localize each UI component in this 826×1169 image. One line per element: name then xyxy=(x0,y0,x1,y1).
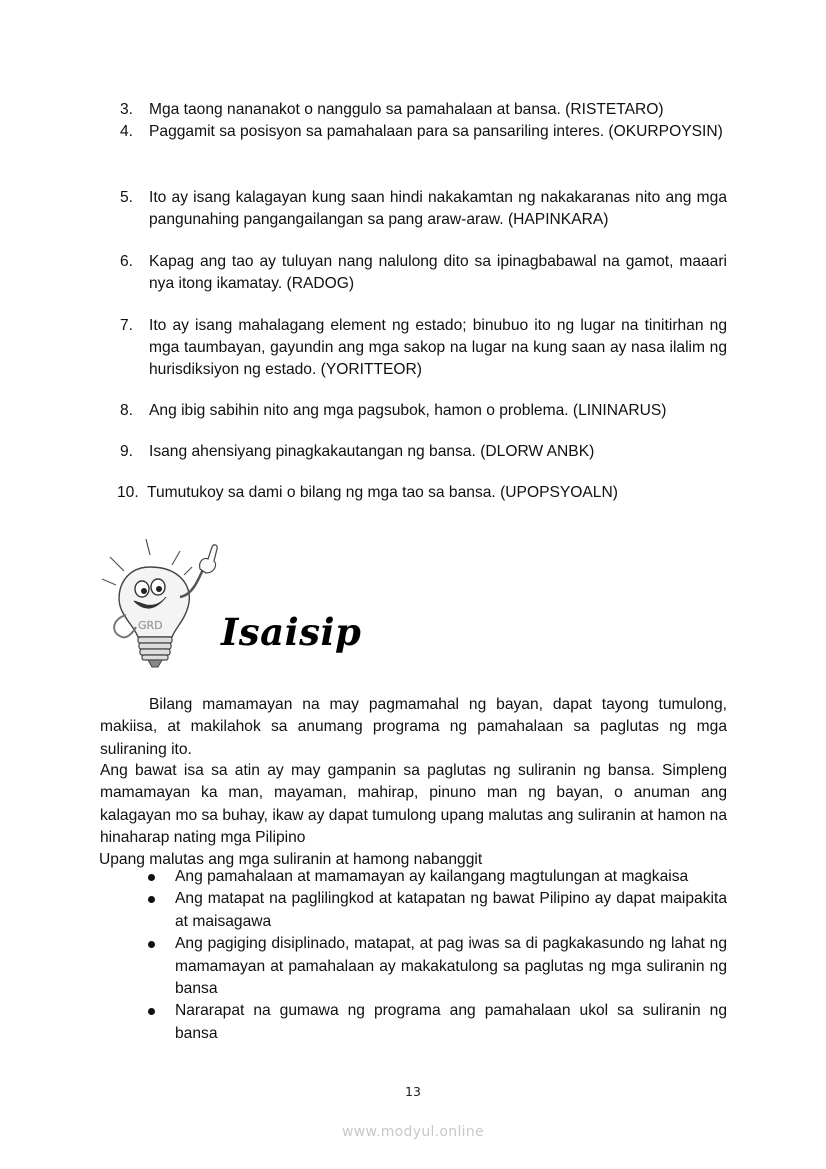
question-item xyxy=(120,99,727,121)
svg-text:GRD: GRD xyxy=(138,619,163,632)
question-item xyxy=(120,400,727,422)
watermark: www.modyul.online xyxy=(342,1124,484,1140)
bullet-list xyxy=(148,866,727,1045)
question-text: Kapag ang tao ay tuluyan nang nalulong dito sa ipinagbabawal na gamot, maaari nya itong ikamatay. (RADOG) xyxy=(149,253,727,292)
bullet-text: Ang matapat na paglilingkod at katapatan ng bawat Pilipino ay dapat maipakita at maisagawa xyxy=(175,890,727,930)
question-text: Isang ahensiyang pinagkakautangan ng bansa. (DLORW ANBK) xyxy=(149,443,595,460)
bullet-icon xyxy=(148,896,155,903)
bullet-item xyxy=(148,888,727,933)
question-item xyxy=(120,251,727,295)
question-number: 4. xyxy=(120,123,134,140)
bullet-item xyxy=(148,866,727,888)
question-item xyxy=(120,315,727,381)
question-number: 3. xyxy=(120,101,134,118)
bullet-item xyxy=(148,1000,727,1045)
section-title: Isaisip xyxy=(221,610,362,654)
bullet-text: Ang pamahalaan at mamamayan ay kailangang magtulungan at magkaisa xyxy=(175,868,689,885)
question-number: 5. xyxy=(120,189,134,206)
question-text: Tumutukoy sa dami o bilang ng mga tao sa bansa. (UPOPSYOALN) xyxy=(147,484,618,501)
bullet-icon xyxy=(148,1008,155,1015)
list-lead-in: Upang malutas ang mga suliranin at hamong nabanggit xyxy=(99,851,483,868)
question-text: Ito ay isang mahalagang element ng estado; binubuo ito ng lugar na tinitirhan ng mga taumbayan, gayundin ang mga sakop na lugar na kung saan ay nasa ilalim ng hurisdiksiyon ng estado. (YORITTEOR) xyxy=(149,317,727,378)
question-number: 10. xyxy=(117,484,139,501)
question-item xyxy=(120,441,727,463)
question-number: 9. xyxy=(120,443,134,460)
bullet-icon xyxy=(148,874,155,881)
intro-paragraph: Bilang mamamayan na may pagmamahal ng bayan, dapat tayong tumulong, makiisa, at makilahok sa anumang programa ng pamahalaan sa paglutas ng mga suliraning ito. xyxy=(100,696,727,758)
question-text: Mga taong nananakot o nanggulo sa pamahalaan at bansa. (RISTETARO) xyxy=(149,101,664,118)
question-text: Ito ay isang kalagayan kung saan hindi nakakamtan ng nakakaranas nito ang mga pangunahing pangangailangan sa pang araw-araw. (HAPINKARA) xyxy=(149,189,727,228)
bullet-icon xyxy=(148,941,155,948)
lightbulb-mascot-icon xyxy=(100,537,228,675)
question-text: Paggamit sa posisyon sa pamahalaan para sa pansariling interes. (OKURPOYSIN) xyxy=(149,123,723,140)
page-number: 13 xyxy=(405,1084,421,1099)
bullet-text: Ang pagiging disiplinado, matapat, at pag iwas sa di pagkakasundo ng lahat ng mamamayan at pamahalaan ay makakatulong sa paglutas ng mga suliranin ng bansa xyxy=(175,935,727,998)
question-number: 6. xyxy=(120,253,134,270)
body-paragraph: Ang bawat isa sa atin ay may gampanin sa paglutas ng suliranin ng bansa. Simpleng mamamayan ka man, mayaman, mahirap, pinuno man ng bayan, o anuman ang kalagayan mo sa buhay, ikaw ay dapat tumulong upang malutas ang suliranin at hamon na hinaharap nating mga Pilipino xyxy=(100,762,727,847)
question-item xyxy=(120,187,727,231)
question-item xyxy=(117,482,727,504)
question-text: Ang ibig sabihin nito ang mga pagsubok, hamon o problema. (LININARUS) xyxy=(149,402,667,419)
bullet-text: Nararapat na gumawa ng programa ang pamahalaan ukol sa suliranin ng bansa xyxy=(175,1002,727,1042)
question-item xyxy=(120,121,727,143)
question-number: 7. xyxy=(120,317,134,334)
bullet-item xyxy=(148,933,727,1000)
question-number: 8. xyxy=(120,402,134,419)
